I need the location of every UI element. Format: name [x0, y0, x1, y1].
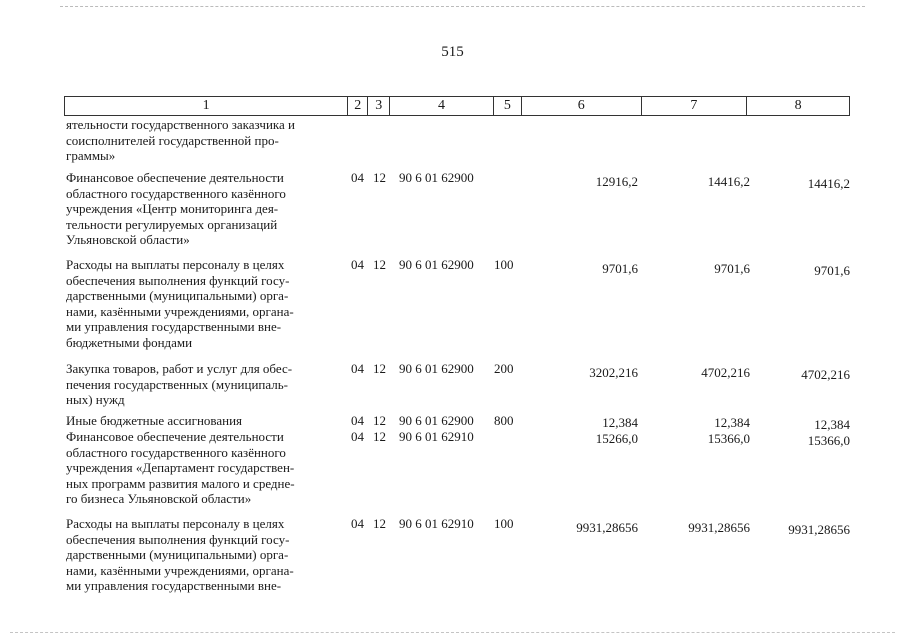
cell-col-6: 9701,6	[602, 261, 638, 276]
cell-col-8: 15366,0	[807, 433, 850, 448]
header-col-7: 7	[642, 97, 748, 115]
cell-rz: 04	[351, 429, 364, 444]
desc-line: областного государственного казённого	[66, 444, 286, 460]
cell-pr: 12	[373, 516, 386, 531]
cell-pr: 12	[373, 413, 386, 428]
row-description	[66, 413, 344, 429]
scan-edge-top	[60, 6, 865, 7]
desc-line: ных программ развития малого и средне-	[66, 475, 295, 491]
row-description	[66, 429, 344, 507]
header-col-5: 5	[494, 97, 522, 115]
cell-col-7: 9701,6	[714, 261, 750, 276]
desc-line: дарственными (муниципальными) орга-	[66, 288, 289, 303]
cell-col-8: 9701,6	[814, 263, 850, 278]
cell-csr: 90 6 01 62900	[399, 413, 474, 428]
cell-vr: 100	[494, 516, 514, 531]
cell-col-8: 12,384	[814, 417, 850, 432]
cell-rz: 04	[351, 361, 364, 376]
desc-line: тельности регулируемых организаций	[66, 216, 278, 232]
cell-pr: 12	[373, 429, 386, 444]
cell-col-8: 4702,216	[801, 367, 850, 382]
cell-col-6: 15266,0	[595, 431, 638, 446]
desc-line: нами, казёнными учреждениями, органа-	[66, 303, 294, 319]
desc-line: Закупка товаров, работ и услуг для обес-	[66, 361, 293, 376]
desc-line: Расходы на выплаты персоналу в целях	[66, 257, 285, 272]
cell-col-6: 12916,2	[595, 174, 638, 189]
cell-vr: 800	[494, 413, 514, 428]
cell-vr: 200	[494, 361, 514, 376]
cell-col-7: 4702,216	[701, 365, 750, 380]
desc-line: учреждения «Центр мониторинга дея-	[66, 201, 279, 216]
header-col-6: 6	[522, 97, 642, 115]
table-header	[64, 96, 850, 116]
cell-csr: 90 6 01 62900	[399, 170, 474, 185]
header-col-4: 4	[390, 97, 494, 115]
desc-line: ятельности государственного заказчика и	[66, 117, 295, 132]
desc-line: ми управления государственными вне-	[66, 578, 282, 593]
header-col-3: 3	[368, 97, 390, 115]
desc-line: бюджетными фондами	[66, 334, 193, 350]
desc-line: соисполнителей государственной про-	[66, 132, 279, 148]
cell-csr: 90 6 01 62900	[399, 257, 474, 272]
cell-col-8: 14416,2	[807, 176, 850, 191]
cell-csr: 90 6 01 62910	[399, 429, 474, 444]
page-number: 515	[441, 44, 464, 60]
desc-line: нами, казёнными учреждениями, органа-	[66, 562, 294, 578]
desc-line: го бизнеса Ульяновской области»	[66, 491, 252, 506]
row-description	[66, 516, 344, 594]
desc-line: граммы»	[66, 148, 116, 163]
desc-line: обеспечения выполнения функций госу-	[66, 531, 290, 547]
desc-line: учреждения «Департамент государствен-	[66, 460, 295, 475]
row-description	[66, 257, 344, 350]
desc-line: Ульяновской области»	[66, 232, 190, 247]
desc-line: Иные бюджетные ассигнования	[66, 413, 243, 428]
cell-rz: 04	[351, 257, 364, 272]
cell-rz: 04	[351, 170, 364, 185]
cell-pr: 12	[373, 361, 386, 376]
cell-col-7: 14416,2	[707, 174, 750, 189]
cell-col-6: 9931,28656	[576, 520, 638, 535]
header-col-2: 2	[348, 97, 368, 115]
desc-line: Финансовое обеспечение деятельности	[66, 170, 284, 185]
desc-line: дарственными (муниципальными) орга-	[66, 547, 289, 562]
cell-col-6: 12,384	[602, 415, 638, 430]
row-description	[66, 361, 344, 408]
desc-line: Расходы на выплаты персоналу в целях	[66, 516, 285, 531]
cell-vr: 100	[494, 257, 514, 272]
row-description	[66, 117, 344, 164]
cell-col-8: 9931,28656	[788, 522, 850, 537]
cell-col-7: 9931,28656	[688, 520, 750, 535]
cell-col-7: 12,384	[714, 415, 750, 430]
desc-line: ных) нужд	[66, 392, 125, 407]
row-description	[66, 170, 344, 248]
cell-rz: 04	[351, 516, 364, 531]
cell-pr: 12	[373, 170, 386, 185]
cell-col-7: 15366,0	[707, 431, 750, 446]
desc-line: ми управления государственными вне-	[66, 319, 282, 334]
cell-csr: 90 6 01 62910	[399, 516, 474, 531]
header-col-1: 1	[65, 97, 348, 115]
cell-csr: 90 6 01 62900	[399, 361, 474, 376]
desc-line: Финансовое обеспечение деятельности	[66, 429, 284, 444]
desc-line: печения государственных (муниципаль-	[66, 376, 289, 392]
cell-rz: 04	[351, 413, 364, 428]
scan-edge-bottom	[10, 632, 895, 633]
cell-col-6: 3202,216	[589, 365, 638, 380]
cell-pr: 12	[373, 257, 386, 272]
desc-line: областного государственного казённого	[66, 185, 286, 201]
header-col-8: 8	[794, 98, 802, 113]
desc-line: обеспечения выполнения функций госу-	[66, 272, 290, 288]
